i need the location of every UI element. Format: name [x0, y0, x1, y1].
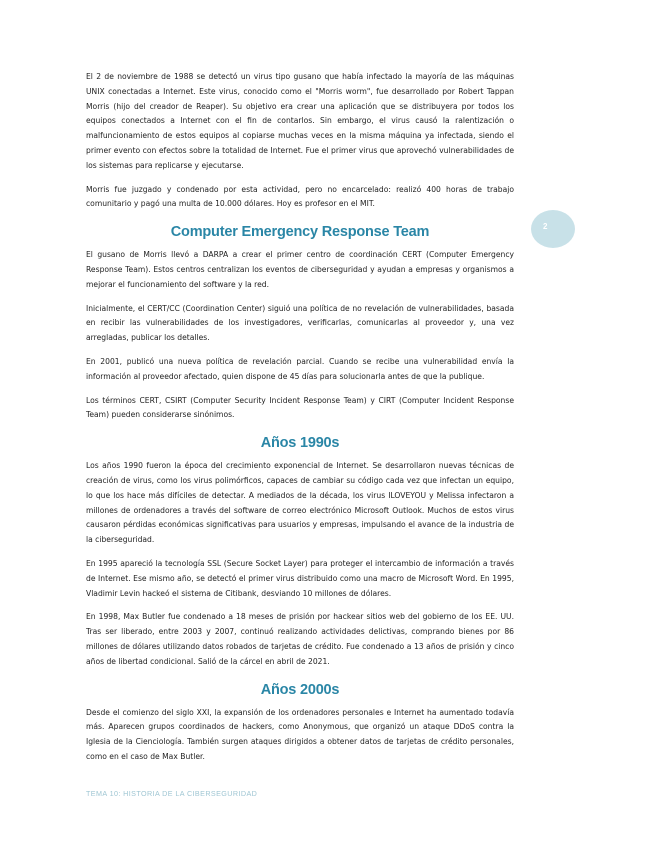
2000s-paragraph-1: Desde el comienzo del siglo XXI, la expansión de los ordenadores personales e Internet ha aumentado todavía más. Aparecen grupos coordinados de hackers, como Anonymous, que organizó un ataque DDoS contra la Iglesia de la Cienciología. También surgen ataques dirigidos a obtener datos de tarjetas de crédito personales, como en el caso de Max Butler. [86, 707, 514, 761]
1990s-paragraph-1: Los años 1990 fueron la época del crecimiento exponencial de Internet. Se desarrollaron nuevas técnicas de creación de virus, como los virus polimórficos, capaces de cambiar su código cada vez que infectan un equipo, lo que los hace más difíciles de detectar. A mediados de la década, los virus ILOVEYOU y Melissa infectaron a millones de ordenadores a través del software de correo electrónico Microsoft Outlook. Muchos de estos virus causaron pérdidas económicas significativas para usuarios y empresas, impulsando el avance de la industria de la ciberseguridad. [86, 461, 514, 545]
section-title-cert: Computer Emergency Response Team [170, 224, 430, 241]
intro-paragraph-1: El 2 de noviembre de 1988 se detectó un virus tipo gusano que había infectado la mayoría de las máquinas UNIX conectadas a Internet. Este virus, conocido como el "Morris worm", fue desarrollado por Robert Tappan Morris (hijo del creador de Reaper). Su objetivo era crear una aplicación que se distribuyera por todos los equipos conectados a Internet con el fin de contarlos. Sin embargo, el virus causó la ralentización o malfuncionamiento de estos equipos al copiarse muchas veces en la misma máquina ya infectada, siendo el primer evento con efectos sobre la totalidad de Internet. Fue el primer virus que aprovechó vulnerabilidades de los sistemas para replicarse y ejecutarse. [86, 72, 514, 170]
cert-paragraph-2: Inicialmente, el CERT/CC (Coordination Center) siguió una política de no revelación de vulnerabilidades, basada en recibir las vulnerabilidades de los investigadores, verificarlas, comunicarlas al proveedor y, una vez arregladas, publicar los detalles. [86, 303, 514, 343]
cert-paragraph-3: En 2001, publicó una nueva política de revelación parcial. Cuando se recibe una vulnerabilidad envía la información al proveedor afectado, quien dispone de 45 días para solucionarla antes de que la publique. [86, 356, 514, 381]
footer-title: TEMA 10: HISTORIA DE LA CIBERSEGURIDAD [86, 789, 258, 798]
intro-paragraph-2: Morris fue juzgado y condenado por esta actividad, pero no encarcelado: realizó 400 horas de trabajo comunitario y pagó una multa de 10.000 dólares. Hoy es profesor en el MIT. [86, 184, 514, 209]
cert-paragraph-1: El gusano de Morris llevó a DARPA a crear el primer centro de coordinación CERT (Computer Emergency Response Team). Estos centros centralizan los eventos de ciberseguridad y ayudan a empresas y organismos a mejorar el funcionamiento del software y la red. [86, 250, 514, 289]
document-body [86, 70, 514, 774]
1990s-paragraph-3: En 1998, Max Butler fue condenado a 18 meses de prisión por hackear sitios web del gobierno de los EE. UU. Tras ser liberado, entre 2003 y 2007, continuó realizando actividades delictivas, comprando bienes por 86 millones de dólares utilizando datos robados de tarjetas de crédito. Fue condenado a 13 años de prisión y cinco años de libertad condicional. Salió de la cárcel en abril de 2021. [86, 612, 514, 666]
page-number-badge [531, 210, 575, 248]
section-title-1990s: Años 1990s [260, 435, 340, 452]
section-title-2000s: Años 2000s [260, 681, 340, 698]
page-number: 2 [543, 222, 548, 231]
cert-paragraph-4: Los términos CERT, CSIRT (Computer Security Incident Response Team) y CIRT (Computer Incident Response Team) pueden considerarse sinónimos. [86, 395, 514, 420]
1990s-paragraph-2: En 1995 apareció la tecnología SSL (Secure Socket Layer) para proteger el intercambio de información a través de Internet. Ese mismo año, se detectó el primer virus distribuido como una macro de Microsoft Word. En 1995, Vladimir Levin hackeó el sistema de Citibank, desviando 10 millones de dólares. [86, 558, 514, 598]
